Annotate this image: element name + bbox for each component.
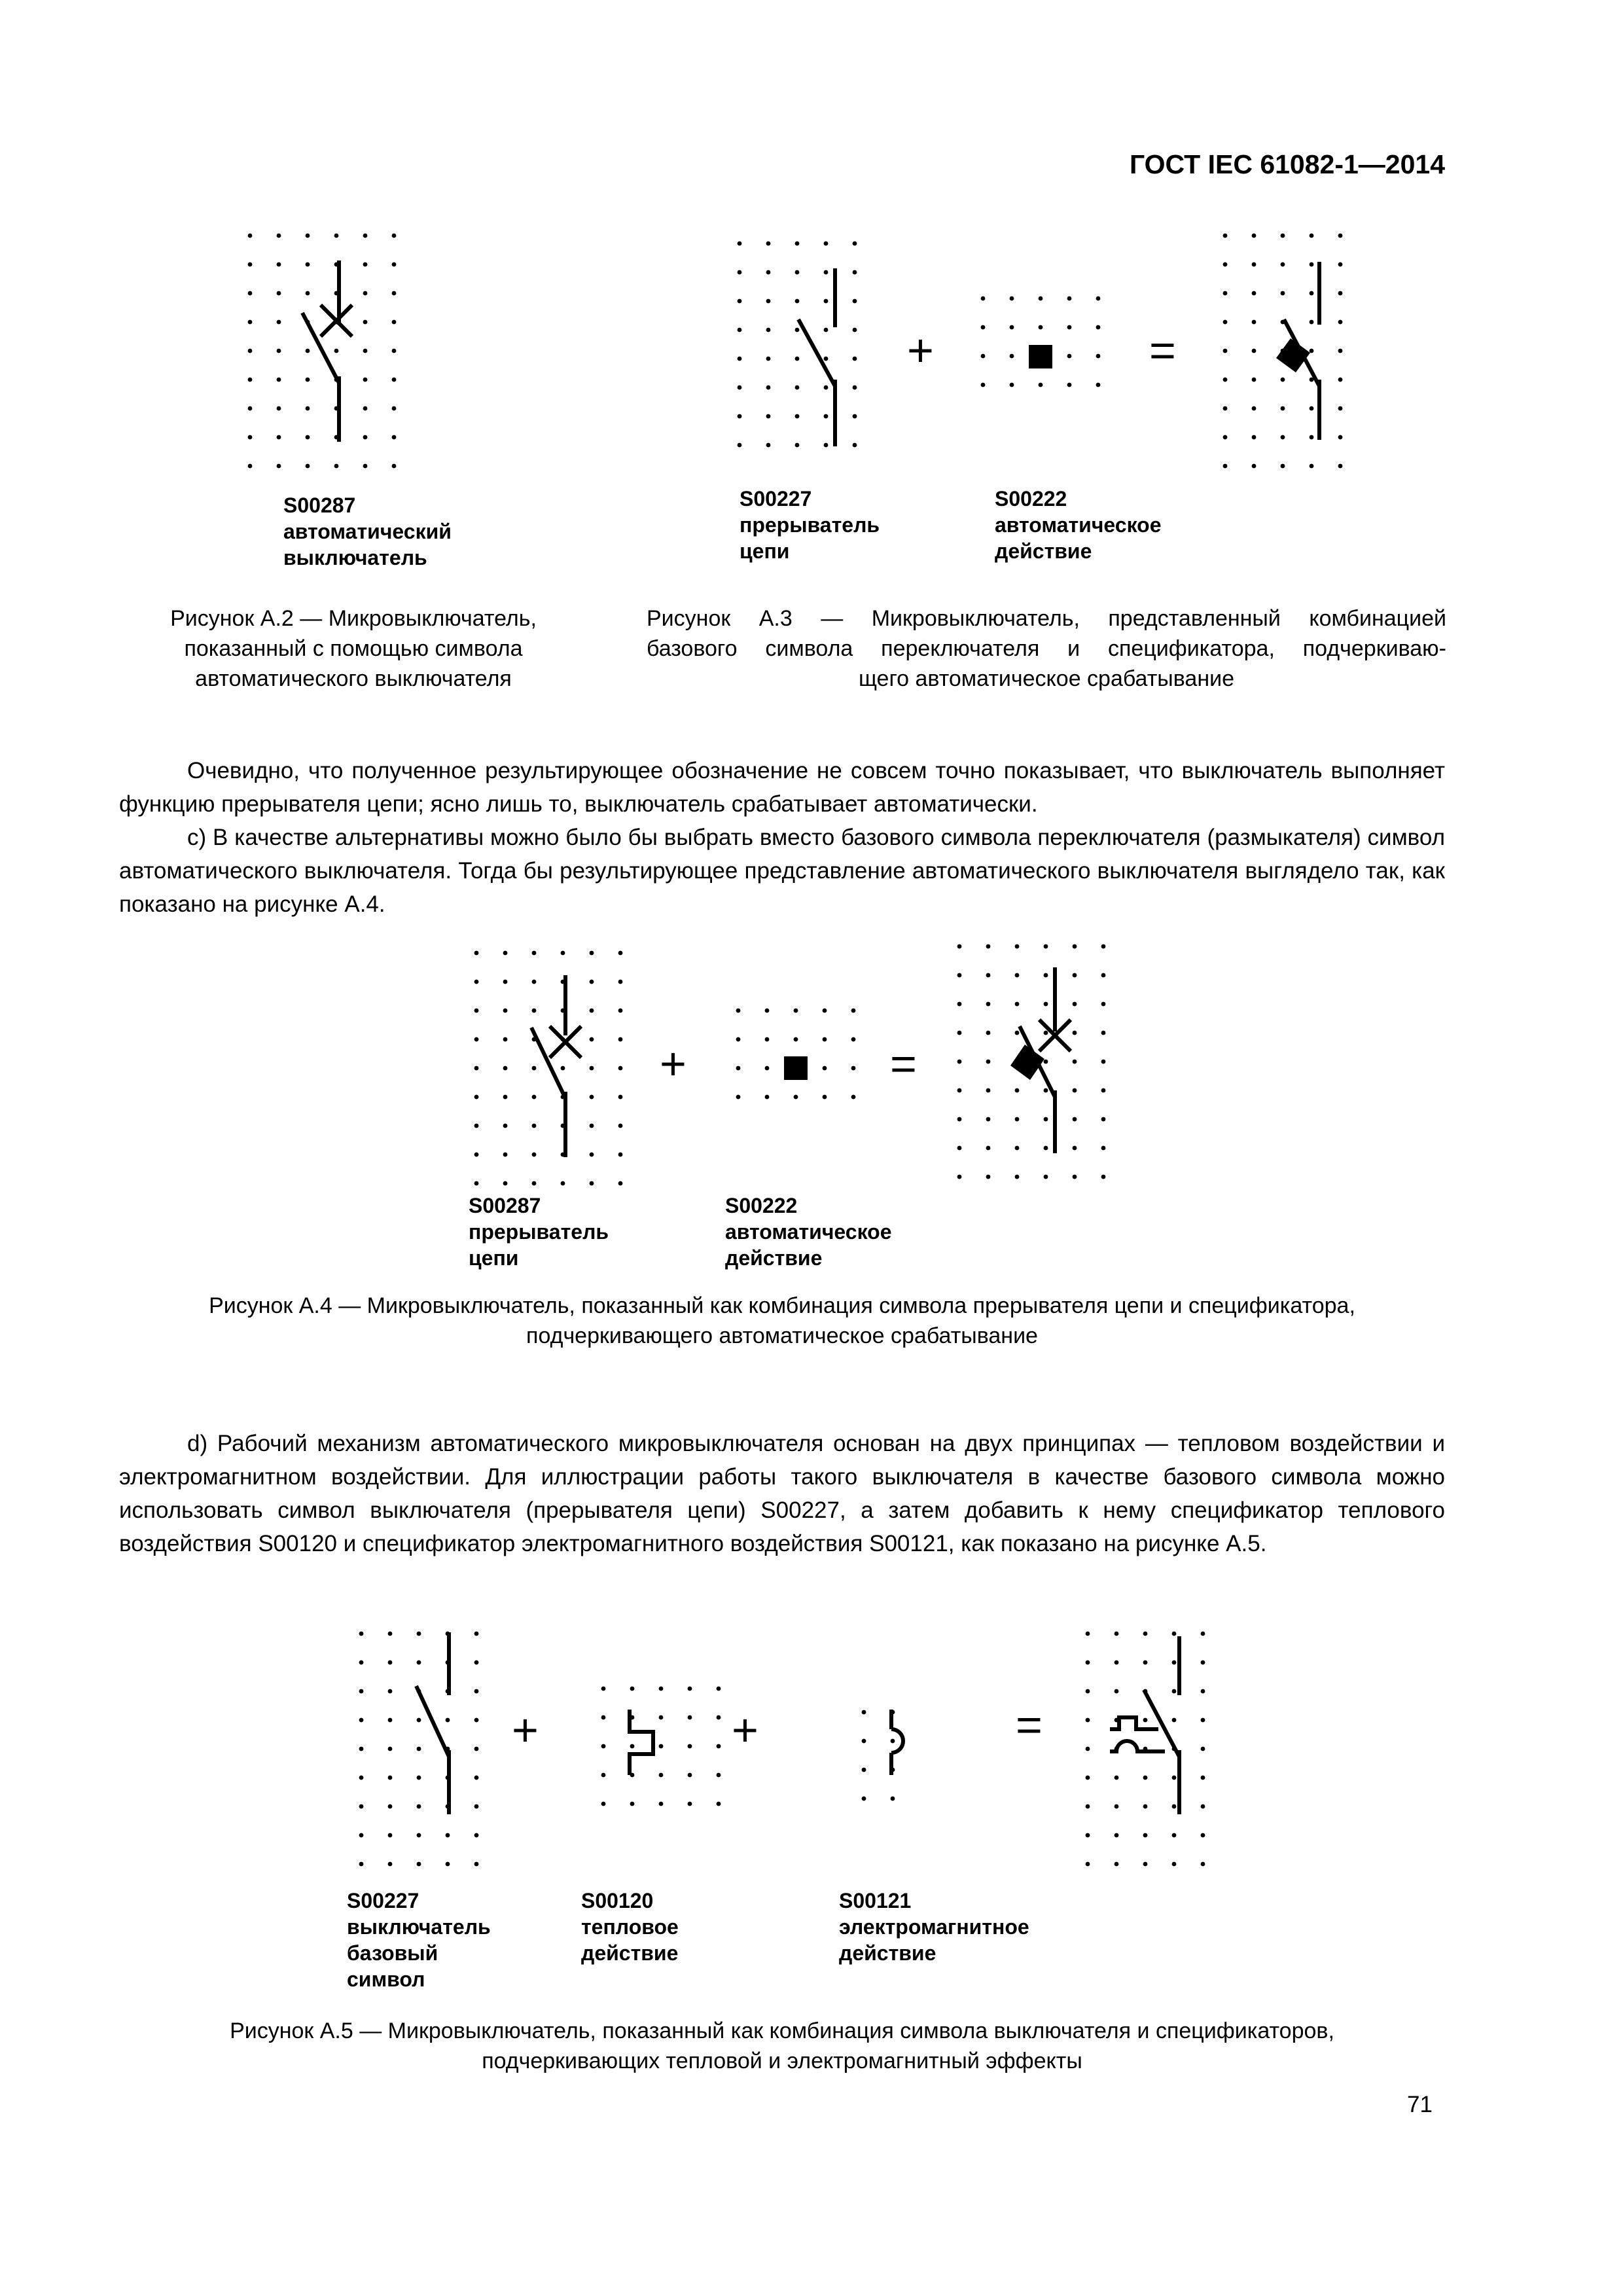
dot-grid — [738, 242, 857, 448]
symbol-s00227-switch — [347, 1597, 491, 1859]
equals-operator: = — [1149, 325, 1176, 376]
plus-operator: + — [732, 1704, 758, 1755]
figure-caption-a3: Рисунок А.3 — Микровыключатель, представленный комбинацией базового символа переключателя и спецификатора, подчеркиваю- щего автоматическое срабатывание — [647, 606, 1446, 691]
plus-operator: + — [660, 1038, 687, 1089]
dot-grid — [601, 1687, 721, 1806]
thermal-hook — [1110, 1717, 1158, 1729]
dot-grid — [1086, 1632, 1205, 1867]
dot-grid — [736, 1009, 856, 1100]
filled-square-marker — [1276, 338, 1310, 372]
page-number: 71 — [1407, 2092, 1433, 2117]
symbol-s00222-automatic-action — [969, 281, 1113, 419]
symbol-s00120-thermal-action — [582, 1662, 726, 1806]
symbol-label-s00120: S00120 тепловое действие — [581, 1889, 679, 1965]
standard-header: ГОСТ IEC 61082-1—2014 — [1129, 149, 1445, 179]
dot-grid — [981, 296, 1101, 387]
dot-grid — [474, 951, 623, 1186]
symbol-label-s00287: S00287 автоматический выключатель — [283, 493, 452, 569]
symbol-result-automatic-switch — [1211, 223, 1361, 478]
symbol-s00121-electromagnetic-action — [844, 1689, 942, 1793]
equals-operator: = — [890, 1038, 917, 1089]
symbol-label-s00287b: S00287 прерыватель цепи — [469, 1194, 609, 1270]
filled-square-marker — [784, 1056, 808, 1080]
symbol-result-breaker-automatic — [942, 929, 1099, 1191]
symbol-label-s00227: S00227 прерыватель цепи — [740, 487, 880, 563]
symbol-s00287-breaker — [465, 936, 635, 1191]
symbol-label-s00121: S00121 электромагнитное действие — [839, 1889, 1029, 1965]
symbol-result-thermal-magnetic-breaker — [1067, 1597, 1217, 1859]
electromagnetic-arc — [1110, 1741, 1165, 1751]
plus-operator: + — [907, 325, 934, 376]
symbol-s00227-circuit-switch — [726, 223, 877, 458]
body-text-1: Очевидно, что полученное результирующее обозначение не совсем точно показывает, что выключатель выполняет функцию прерывателя цепи; ясно лишь то, выключатель срабатывает автоматически. c) В качестве альтернативы можно было бы выбрать вместо базового символа переключателя (размыкателя) символ автоматического выключателя. Тогда бы результирующее представление автоматического выключателя выглядело так, как показано на рисунке А.4. — [119, 758, 1445, 917]
dot-grid — [359, 1632, 479, 1867]
figure-caption-a2: Рисунок А.2 — Микровыключатель, показанный с помощью символа автоматического выключателя — [170, 606, 537, 691]
symbol-s00287-automatic-breaker — [236, 223, 412, 478]
body-text-2: d) Рабочий механизм автоматического микровыключателя основан на двух принципах — тепловом воздействии и электромагнитном воздействии. Для иллюстрации работы такого выключателя в качестве базового символа можно использовать символ выключателя (прерывателя цепи) S00227, а затем добавить к нему спецификатор теплового воздействия S00120 и спецификатор электромагнитного воздействия S00121, как показано на рисунке А.5. — [119, 1431, 1445, 1556]
symbol-s00222-automatic-action — [720, 995, 864, 1132]
symbol-label-s00222b: S00222 автоматическое действие — [725, 1194, 892, 1270]
filled-square-marker — [1029, 345, 1052, 368]
symbol-label-s00227b: S00227 выключатель базовый символ — [347, 1889, 491, 1991]
figure-caption-a5: Рисунок А.5 — Микровыключатель, показанный как комбинация символа выключателя и спецификаторов, подчеркивающих тепловой и электромагнитный эффекты — [230, 2018, 1334, 2073]
equals-operator: = — [1016, 1699, 1043, 1750]
figure-caption-a4: Рисунок А.4 — Микровыключатель, показанный как комбинация символа прерывателя цепи и спецификатора, подчеркивающего автоматическое срабатывание — [209, 1293, 1355, 1348]
plus-operator: + — [512, 1704, 539, 1755]
symbol-label-s00222: S00222 автоматическое действие — [995, 487, 1162, 563]
